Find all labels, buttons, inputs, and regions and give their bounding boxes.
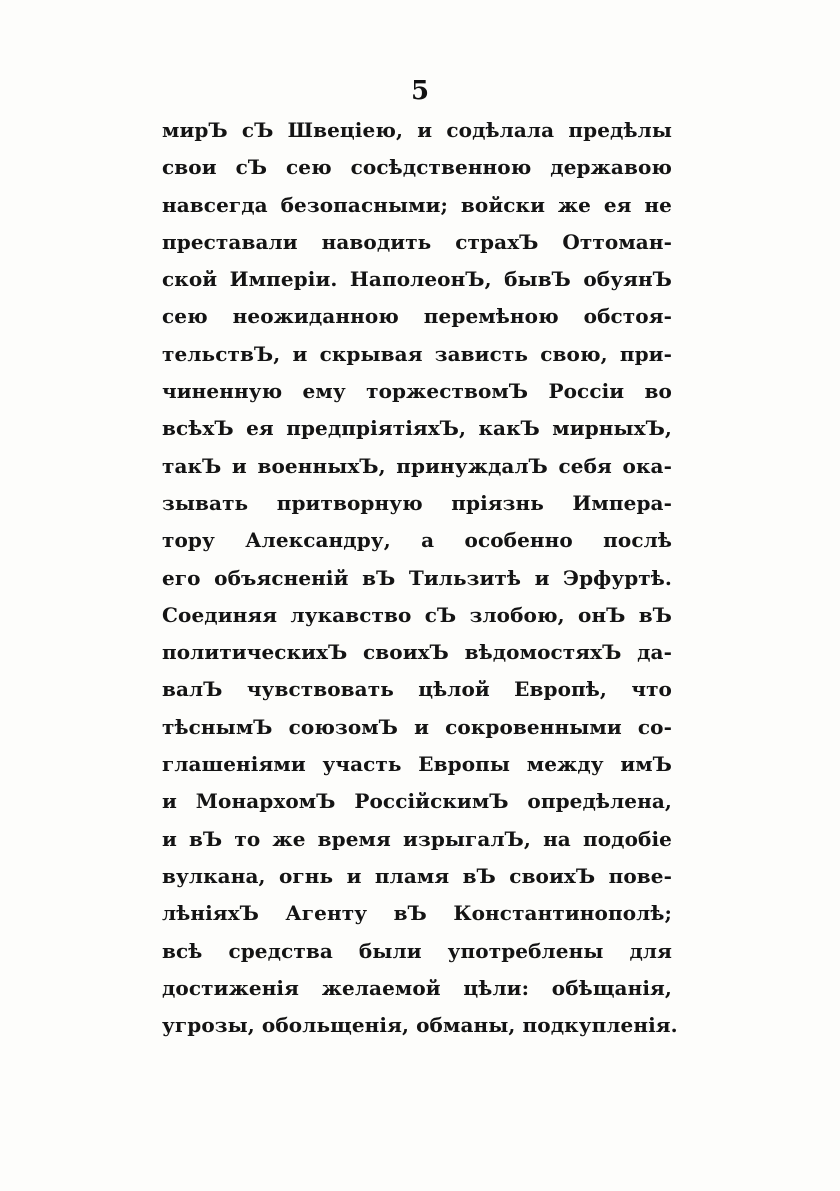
- text-line: и МонархомЪ РоссiйскимЪ опредѣлена,: [162, 789, 672, 814]
- text-line: угрозы, обольщенiя, обманы, подкупленiя.: [162, 1013, 678, 1038]
- text-line: зывать притворную прiязнь Импера-: [162, 490, 672, 515]
- text-line: валЪ чувствовать цѣлой Европѣ, что: [162, 677, 672, 702]
- page-number: 5: [410, 76, 430, 106]
- text-line: тельствЪ, и скрывая зависть свою, при-: [162, 341, 672, 366]
- text-line: и вЪ то же время изрыгалЪ, на подобiе: [162, 826, 672, 851]
- text-line: сею неожиданною перемѣною обстоя-: [162, 304, 672, 329]
- text-line: тору Александру, а особенно послѣ: [162, 528, 672, 553]
- text-line: глашенiями участь Европы между имЪ: [162, 752, 672, 777]
- text-line: достиженiя желаемой цѣли: обѣщанiя,: [162, 975, 672, 1000]
- text-line: такЪ и военныхЪ, принуждалЪ себя ока-: [162, 453, 672, 478]
- text-line: лѣнiяхЪ Агенту вЪ Константинополѣ;: [162, 901, 672, 926]
- text-line: Соединяя лукавство сЪ злобою, онЪ вЪ: [162, 602, 672, 627]
- text-line: тѣснымЪ союзомЪ и сокровенными со-: [162, 714, 672, 739]
- text-line: свои сЪ сею сосѣдственною державою: [162, 155, 672, 180]
- body-text: [162, 112, 678, 1044]
- text-line: всѣхЪ ея предпрiятiяхЪ, какЪ мирныхЪ,: [162, 416, 672, 441]
- text-line: ской Имперiи. НаполеонЪ, бывЪ обуянЪ: [162, 267, 672, 292]
- text-line: преставали наводить страхЪ Оттоман-: [162, 229, 672, 254]
- text-line: политическихЪ своихЪ вѣдомостяхЪ да-: [162, 640, 672, 665]
- text-line: его объясненiй вЪ Тильзитѣ и Эрфуртѣ.: [162, 565, 672, 590]
- text-line: всѣ средства были употреблены для: [162, 938, 672, 963]
- text-line: мирЪ сЪ Швецiею, и содѣлала предѣлы: [162, 118, 672, 142]
- text-line: вулкана, огнь и пламя вЪ своихЪ пове-: [162, 863, 672, 888]
- text-line: чиненную ему торжествомЪ Россiи во: [162, 379, 672, 404]
- text-line: навсегда безопасными; войски же ея не: [162, 192, 672, 217]
